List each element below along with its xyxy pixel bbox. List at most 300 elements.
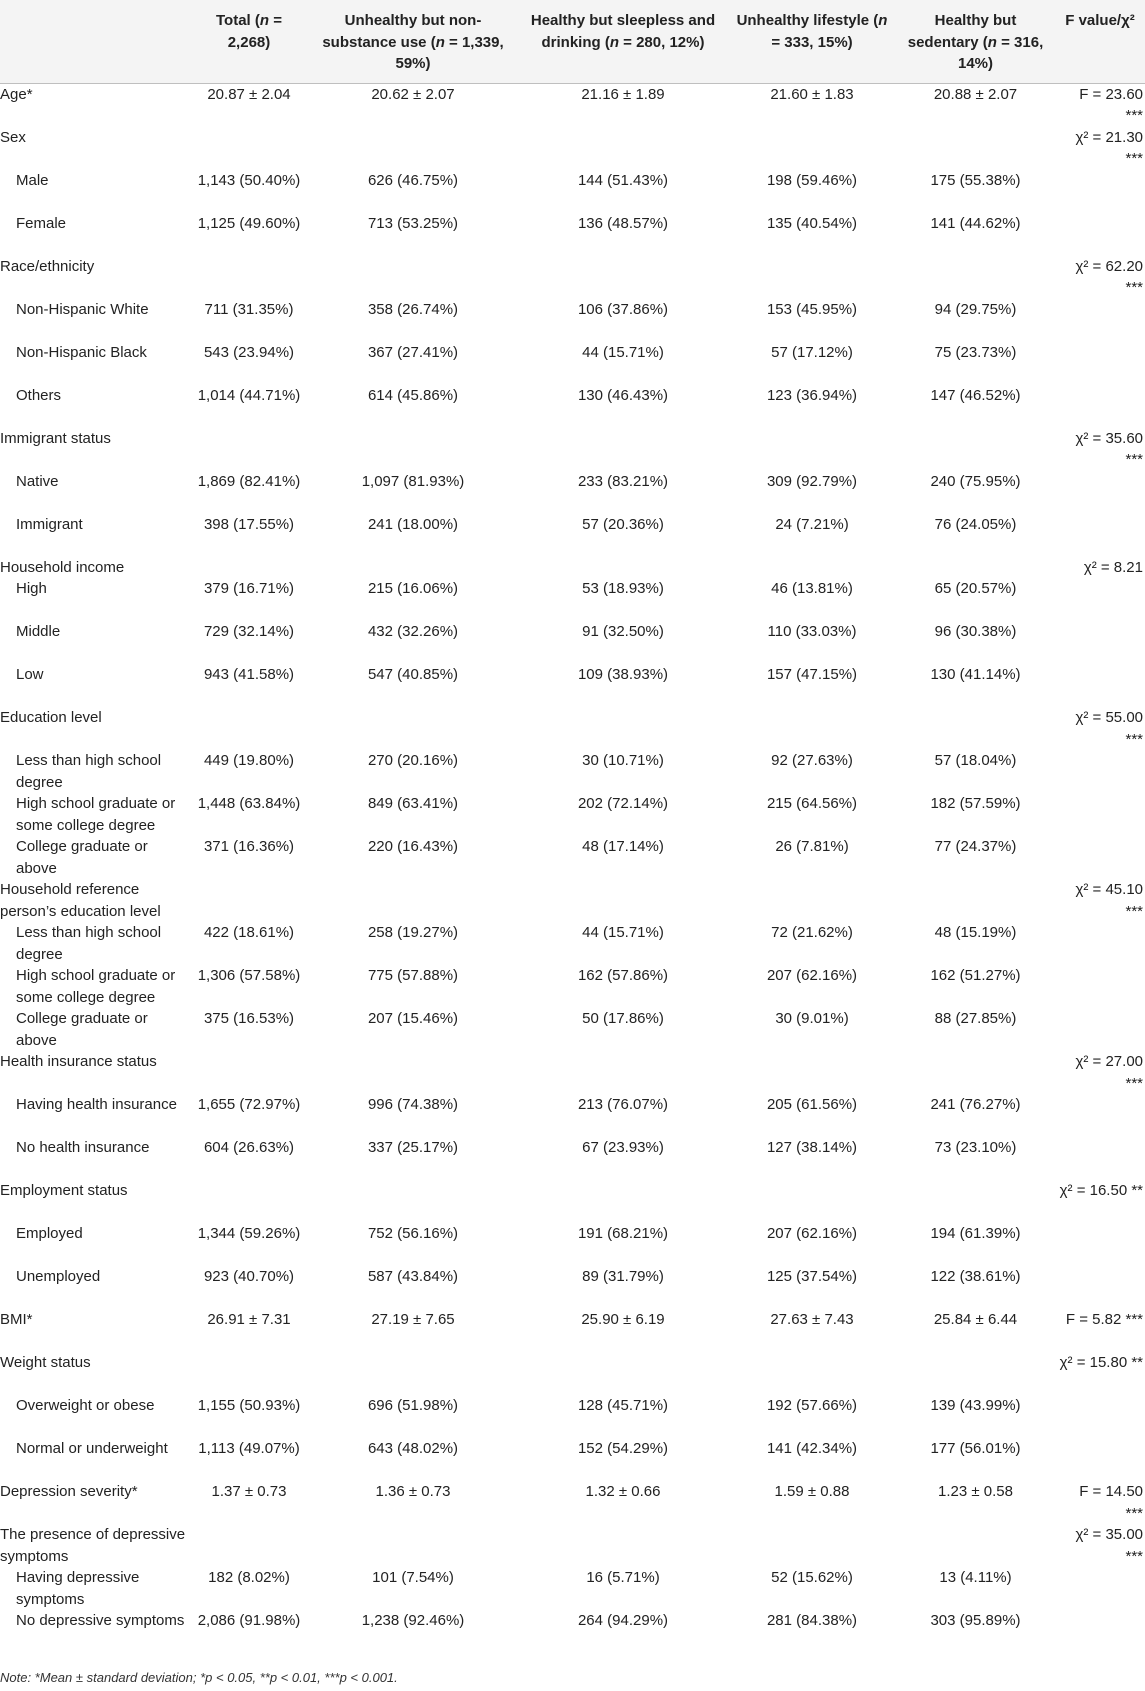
cell-total: 543 (23.94%) <box>203 343 295 361</box>
cell-healthy-sedentary: 122 (38.61%) <box>930 1268 1021 1285</box>
cell-unhealthy-non-substance: 432 (32.26%) <box>367 623 459 640</box>
cell-total: 923 (40.70%) <box>203 1268 295 1285</box>
cell-total <box>190 1180 308 1223</box>
table-row <box>0 1137 1145 1180</box>
cell-healthy-sedentary <box>896 1352 1055 1395</box>
table-note: Note: *Mean ± standard deviation; *p < 0.05, **p < 0.01, ***p < 0.001. <box>0 1670 398 1685</box>
cell-healthy-sleepless-drinking: 144 (51.43%) <box>577 171 669 189</box>
cell-statistic <box>1055 578 1145 621</box>
cell-total: 711 (31.35%) <box>204 300 294 318</box>
cell-statistic <box>1055 385 1145 428</box>
row-label: Health insurance status <box>0 1053 157 1070</box>
cell-healthy-sedentary: 20.88 ± 2.07 <box>933 85 1018 103</box>
cell-statistic <box>1055 836 1145 879</box>
cell-healthy-sleepless-drinking: 162 (57.86%) <box>577 967 669 984</box>
table-row <box>0 1223 1145 1266</box>
cell-unhealthy-non-substance: 752 (56.16%) <box>367 1225 459 1242</box>
row-label: Overweight or obese <box>16 1397 155 1414</box>
cell-total: 1,344 (59.26%) <box>197 1225 301 1242</box>
cell-healthy-sedentary <box>896 557 1055 579</box>
table-row <box>0 664 1145 707</box>
row-label: Non-Hispanic Black <box>16 343 147 361</box>
cell-unhealthy-non-substance: 626 (46.75%) <box>367 171 459 189</box>
table-row <box>0 1051 1145 1094</box>
cell-statistic: χ² = 15.80 ** <box>1059 1354 1143 1371</box>
row-label: Having depressive symptoms <box>16 1569 140 1608</box>
cell-healthy-sleepless-drinking: 67 (23.93%) <box>582 1139 664 1156</box>
cell-healthy-sleepless-drinking <box>518 707 728 750</box>
table-row <box>0 1438 1145 1481</box>
cell-healthy-sedentary: 141 (44.62%) <box>930 214 1021 232</box>
cell-healthy-sleepless-drinking: 53 (18.93%) <box>582 580 664 597</box>
cell-total: 1,655 (72.97%) <box>197 1096 301 1113</box>
cell-unhealthy-non-substance: 337 (25.17%) <box>367 1139 459 1156</box>
table-row <box>0 836 1145 879</box>
cell-healthy-sleepless-drinking: 213 (76.07%) <box>577 1096 669 1113</box>
table-body <box>0 83 1145 1653</box>
cell-unhealthy-non-substance: 215 (16.06%) <box>367 580 459 597</box>
cell-healthy-sleepless-drinking: 21.16 ± 1.89 <box>581 85 665 103</box>
cell-healthy-sleepless-drinking: 106 (37.86%) <box>577 300 669 318</box>
cell-unhealthy-lifestyle: 1.59 ± 0.88 <box>774 1483 850 1500</box>
cell-unhealthy-lifestyle: 24 (7.21%) <box>775 515 849 533</box>
cell-healthy-sedentary <box>896 1524 1055 1567</box>
cell-healthy-sedentary: 96 (30.38%) <box>934 623 1017 640</box>
table-row <box>0 1567 1145 1610</box>
table-row <box>0 83 1145 127</box>
cell-unhealthy-lifestyle <box>728 127 896 170</box>
cell-statistic: χ² = 62.20 *** <box>1075 257 1143 296</box>
cell-unhealthy-lifestyle: 127 (38.14%) <box>766 1139 858 1156</box>
cell-total: 943 (41.58%) <box>203 666 295 683</box>
cell-healthy-sleepless-drinking <box>518 1051 728 1094</box>
row-label: Male <box>16 171 49 189</box>
table-row <box>0 1352 1145 1395</box>
header-variable <box>0 0 190 83</box>
cell-healthy-sleepless-drinking <box>518 879 728 922</box>
cell-healthy-sedentary: 76 (24.05%) <box>934 515 1017 533</box>
row-label: College graduate or above <box>16 1010 148 1049</box>
cell-unhealthy-non-substance <box>308 428 518 471</box>
row-label: Middle <box>16 623 61 640</box>
cell-unhealthy-non-substance <box>308 1180 518 1223</box>
cell-unhealthy-non-substance: 849 (63.41%) <box>367 795 459 812</box>
row-label: Education level <box>0 709 102 726</box>
row-label: Household reference person’s education level <box>0 881 161 920</box>
cell-unhealthy-non-substance <box>308 707 518 750</box>
cell-healthy-sedentary: 177 (56.01%) <box>930 1440 1021 1457</box>
cell-healthy-sleepless-drinking <box>518 428 728 471</box>
table-row <box>0 1094 1145 1137</box>
table-row <box>0 1309 1145 1352</box>
cell-total <box>190 428 308 471</box>
cell-total: 1,306 (57.58%) <box>197 967 301 984</box>
cell-statistic: χ² = 35.60 *** <box>1075 429 1143 468</box>
cell-healthy-sleepless-drinking: 202 (72.14%) <box>577 795 669 812</box>
cell-healthy-sedentary: 240 (75.95%) <box>930 472 1021 490</box>
cell-total: 1,448 (63.84%) <box>197 795 301 812</box>
cell-total: 1.37 ± 0.73 <box>211 1483 287 1500</box>
cell-total <box>190 127 308 170</box>
cell-unhealthy-non-substance <box>308 1051 518 1094</box>
cell-total: 379 (16.71%) <box>203 580 295 597</box>
cell-healthy-sleepless-drinking: 264 (94.29%) <box>577 1612 669 1629</box>
cell-total: 2,086 (91.98%) <box>197 1612 301 1629</box>
table-row <box>0 514 1145 557</box>
cell-total: 604 (26.63%) <box>203 1139 295 1156</box>
cell-unhealthy-lifestyle <box>728 879 896 922</box>
header-total: Total (n = 2,268) <box>190 0 308 83</box>
cell-healthy-sleepless-drinking <box>518 1524 728 1567</box>
cell-statistic <box>1055 621 1145 664</box>
cell-total <box>190 256 308 299</box>
cell-statistic: χ² = 45.10 *** <box>1075 881 1143 920</box>
cell-total: 1,113 (49.07%) <box>198 1440 300 1457</box>
header-unhealthy-lifestyle: Unhealthy lifestyle (n = 333, 15%) <box>728 0 896 83</box>
cell-statistic <box>1055 1094 1145 1137</box>
cell-healthy-sedentary: 241 (76.27%) <box>930 1096 1021 1113</box>
cell-unhealthy-lifestyle: 157 (47.15%) <box>766 666 858 683</box>
row-label: High school graduate or some college degree <box>16 967 176 1006</box>
row-label: BMI* <box>0 1311 33 1328</box>
cell-healthy-sleepless-drinking: 25.90 ± 6.19 <box>581 1311 665 1328</box>
cell-statistic <box>1055 1438 1145 1481</box>
cell-healthy-sleepless-drinking: 16 (5.71%) <box>586 1569 660 1586</box>
row-label: Weight status <box>0 1354 91 1371</box>
cell-healthy-sleepless-drinking: 128 (45.71%) <box>577 1397 669 1414</box>
cell-healthy-sedentary <box>896 256 1055 299</box>
table-row <box>0 299 1145 342</box>
cell-unhealthy-lifestyle <box>728 1524 896 1567</box>
table-row <box>0 922 1145 965</box>
cell-statistic: χ² = 8.21 <box>1083 558 1143 576</box>
row-label: Depression severity* <box>0 1483 138 1500</box>
table-row <box>0 256 1145 299</box>
cell-healthy-sedentary: 1.23 ± 0.58 <box>938 1483 1013 1500</box>
cell-statistic <box>1055 1008 1145 1051</box>
row-label: Having health insurance <box>16 1096 177 1113</box>
cell-healthy-sedentary <box>896 1051 1055 1094</box>
cell-total: 729 (32.14%) <box>203 623 295 640</box>
cell-total: 26.91 ± 7.31 <box>207 1311 291 1328</box>
cell-statistic <box>1055 1266 1145 1309</box>
row-label: Female <box>16 214 67 232</box>
cell-total: 20.87 ± 2.04 <box>207 85 291 103</box>
cell-unhealthy-non-substance: 1.36 ± 0.73 <box>375 1483 451 1500</box>
cell-total <box>190 879 308 922</box>
cell-total <box>190 557 308 579</box>
cell-unhealthy-lifestyle <box>728 1051 896 1094</box>
cell-total: 398 (17.55%) <box>203 515 295 533</box>
cell-statistic: χ² = 55.00 *** <box>1075 709 1143 748</box>
cell-unhealthy-lifestyle: 52 (15.62%) <box>771 1569 853 1586</box>
cell-total <box>190 1524 308 1567</box>
cell-healthy-sedentary: 57 (18.04%) <box>934 752 1017 769</box>
cell-unhealthy-lifestyle: 215 (64.56%) <box>766 795 858 812</box>
row-label: Unemployed <box>16 1268 101 1285</box>
table-row <box>0 1180 1145 1223</box>
table-row <box>0 127 1145 170</box>
cell-unhealthy-non-substance: 207 (15.46%) <box>367 1010 459 1027</box>
cell-unhealthy-non-substance: 713 (53.25%) <box>367 214 459 232</box>
cell-unhealthy-lifestyle: 27.63 ± 7.43 <box>770 1311 854 1328</box>
cell-healthy-sedentary: 25.84 ± 6.44 <box>933 1311 1018 1328</box>
cell-healthy-sleepless-drinking: 191 (68.21%) <box>577 1225 669 1242</box>
header-unhealthy-non-substance: Unhealthy but non-substance use (n = 1,339, 59%) <box>308 0 518 83</box>
cell-healthy-sedentary: 130 (41.14%) <box>930 666 1021 683</box>
cell-unhealthy-lifestyle <box>728 428 896 471</box>
row-label: Normal or underweight <box>16 1440 168 1457</box>
cell-total: 1,869 (82.41%) <box>197 472 301 490</box>
cell-unhealthy-lifestyle: 123 (36.94%) <box>766 386 858 404</box>
cell-total: 1,014 (44.71%) <box>197 386 301 404</box>
cell-healthy-sedentary <box>896 428 1055 471</box>
cell-statistic <box>1055 1567 1145 1610</box>
cell-unhealthy-lifestyle: 72 (21.62%) <box>771 924 853 941</box>
cell-healthy-sleepless-drinking: 136 (48.57%) <box>577 214 669 232</box>
cell-unhealthy-lifestyle: 125 (37.54%) <box>766 1268 858 1285</box>
row-label: Non-Hispanic White <box>16 300 149 318</box>
table-row <box>0 707 1145 750</box>
cell-unhealthy-non-substance <box>308 1352 518 1395</box>
cell-healthy-sedentary: 75 (23.73%) <box>934 343 1017 361</box>
cell-unhealthy-non-substance: 241 (18.00%) <box>367 515 459 533</box>
cell-healthy-sedentary: 94 (29.75%) <box>934 300 1017 318</box>
cell-statistic <box>1055 342 1145 385</box>
table-row <box>0 750 1145 793</box>
table-row <box>0 1266 1145 1309</box>
cell-statistic: χ² = 21.30 *** <box>1075 128 1143 167</box>
cell-statistic <box>1055 922 1145 965</box>
cell-healthy-sleepless-drinking: 91 (32.50%) <box>582 623 664 640</box>
cell-unhealthy-non-substance: 27.19 ± 7.65 <box>371 1311 455 1328</box>
cell-unhealthy-non-substance: 696 (51.98%) <box>367 1397 459 1414</box>
cell-healthy-sleepless-drinking: 233 (83.21%) <box>577 472 669 490</box>
cell-healthy-sleepless-drinking: 1.32 ± 0.66 <box>585 1483 661 1500</box>
cell-unhealthy-lifestyle: 110 (33.03%) <box>767 623 857 640</box>
row-label: Low <box>16 666 44 683</box>
cell-unhealthy-lifestyle: 141 (42.34%) <box>766 1440 858 1457</box>
cell-healthy-sedentary: 162 (51.27%) <box>930 967 1021 984</box>
cell-statistic <box>1055 471 1145 514</box>
cell-total: 1,155 (50.93%) <box>197 1397 301 1414</box>
cell-total: 1,143 (50.40%) <box>197 171 301 189</box>
cell-unhealthy-non-substance <box>308 557 518 579</box>
cell-unhealthy-lifestyle: 135 (40.54%) <box>766 214 858 232</box>
cell-unhealthy-non-substance: 775 (57.88%) <box>367 967 459 984</box>
row-label: No health insurance <box>16 1139 150 1156</box>
cell-unhealthy-lifestyle <box>728 1180 896 1223</box>
cell-healthy-sleepless-drinking: 44 (15.71%) <box>582 343 664 361</box>
cell-unhealthy-non-substance: 1,097 (81.93%) <box>361 472 465 490</box>
cell-unhealthy-lifestyle: 309 (92.79%) <box>766 472 858 490</box>
cell-unhealthy-non-substance: 220 (16.43%) <box>367 838 459 855</box>
table-row <box>0 213 1145 256</box>
cell-healthy-sleepless-drinking <box>518 557 728 579</box>
cell-statistic <box>1055 170 1145 213</box>
row-label: Native <box>16 472 59 490</box>
row-label: Less than high school degree <box>16 752 162 791</box>
table-row <box>0 1008 1145 1051</box>
cell-statistic <box>1055 213 1145 256</box>
cell-statistic <box>1055 514 1145 557</box>
table-row <box>0 428 1145 471</box>
row-label: College graduate or above <box>16 838 148 877</box>
cell-unhealthy-non-substance: 367 (27.41%) <box>367 343 459 361</box>
row-label: Age* <box>0 85 33 103</box>
table-row <box>0 342 1145 385</box>
cell-healthy-sedentary: 65 (20.57%) <box>934 580 1017 597</box>
row-label: Household income <box>0 558 125 576</box>
table-header <box>0 0 1145 83</box>
cell-unhealthy-non-substance: 547 (40.85%) <box>367 666 459 683</box>
cell-total <box>190 1051 308 1094</box>
table-row <box>0 1395 1145 1438</box>
cell-statistic <box>1055 299 1145 342</box>
table-row <box>0 879 1145 922</box>
cell-unhealthy-lifestyle: 92 (27.63%) <box>771 752 853 769</box>
cell-unhealthy-non-substance: 1,238 (92.46%) <box>361 1612 465 1629</box>
cell-healthy-sleepless-drinking <box>518 256 728 299</box>
cell-unhealthy-lifestyle <box>728 1352 896 1395</box>
cell-healthy-sedentary: 139 (43.99%) <box>930 1397 1021 1414</box>
cell-unhealthy-lifestyle: 205 (61.56%) <box>766 1096 858 1113</box>
cell-unhealthy-lifestyle: 57 (17.12%) <box>771 343 853 361</box>
cell-unhealthy-lifestyle: 198 (59.46%) <box>766 171 858 189</box>
row-label: Immigrant <box>16 515 83 533</box>
row-label: No depressive symptoms <box>16 1612 185 1629</box>
table-row <box>0 965 1145 1008</box>
cell-unhealthy-non-substance: 643 (48.02%) <box>367 1440 459 1457</box>
cell-healthy-sedentary: 48 (15.19%) <box>934 924 1017 941</box>
cell-unhealthy-non-substance <box>308 879 518 922</box>
cell-unhealthy-lifestyle: 192 (57.66%) <box>766 1397 858 1414</box>
cell-statistic: χ² = 27.00 *** <box>1075 1053 1143 1092</box>
cell-unhealthy-non-substance: 20.62 ± 2.07 <box>371 85 455 103</box>
row-label: Race/ethnicity <box>0 257 95 275</box>
cell-unhealthy-lifestyle: 281 (84.38%) <box>766 1612 858 1629</box>
cell-unhealthy-non-substance <box>308 127 518 170</box>
cell-statistic: F = 14.50 *** <box>1079 1483 1143 1522</box>
cell-healthy-sedentary: 73 (23.10%) <box>934 1139 1017 1156</box>
cell-healthy-sleepless-drinking: 30 (10.71%) <box>582 752 664 769</box>
cell-total: 449 (19.80%) <box>203 752 295 769</box>
cell-total: 1,125 (49.60%) <box>197 214 301 232</box>
row-label: Sex <box>0 128 26 146</box>
cell-healthy-sedentary: 88 (27.85%) <box>934 1010 1017 1027</box>
cell-healthy-sedentary: 77 (24.37%) <box>934 838 1017 855</box>
table-row <box>0 1481 1145 1524</box>
cell-unhealthy-lifestyle: 153 (45.95%) <box>766 300 858 318</box>
cell-unhealthy-lifestyle <box>728 256 896 299</box>
table-row <box>0 578 1145 621</box>
cell-unhealthy-non-substance <box>308 256 518 299</box>
cell-total: 371 (16.36%) <box>203 838 295 855</box>
table-row <box>0 385 1145 428</box>
cell-healthy-sleepless-drinking: 57 (20.36%) <box>582 515 664 533</box>
row-label: High <box>16 580 47 597</box>
cell-statistic <box>1055 793 1145 836</box>
cell-statistic: χ² = 16.50 ** <box>1059 1182 1143 1199</box>
cell-healthy-sedentary <box>896 127 1055 170</box>
table-row <box>0 170 1145 213</box>
cell-total <box>190 707 308 750</box>
cell-statistic <box>1055 965 1145 1008</box>
table-row <box>0 793 1145 836</box>
cell-statistic <box>1055 1223 1145 1266</box>
header-healthy-sedentary: Healthy but sedentary (n = 316, 14%) <box>896 0 1055 83</box>
table-row <box>0 557 1145 579</box>
cell-statistic <box>1055 1610 1145 1653</box>
cell-healthy-sedentary: 194 (61.39%) <box>930 1225 1021 1242</box>
cell-total: 182 (8.02%) <box>208 1569 290 1586</box>
cell-unhealthy-lifestyle: 26 (7.81%) <box>775 838 849 855</box>
cell-unhealthy-lifestyle <box>728 557 896 579</box>
row-label: High school graduate or some college degree <box>16 795 176 834</box>
table-row <box>0 1524 1145 1567</box>
cell-healthy-sedentary <box>896 879 1055 922</box>
cell-healthy-sleepless-drinking: 152 (54.29%) <box>577 1440 669 1457</box>
cell-unhealthy-lifestyle: 21.60 ± 1.83 <box>770 85 854 103</box>
row-label: Employed <box>16 1225 83 1242</box>
cell-unhealthy-non-substance: 258 (19.27%) <box>367 924 459 941</box>
cell-unhealthy-lifestyle: 30 (9.01%) <box>775 1010 849 1027</box>
cell-statistic: χ² = 35.00 *** <box>1075 1526 1143 1565</box>
cell-healthy-sleepless-drinking: 130 (46.43%) <box>577 386 669 404</box>
cell-healthy-sedentary: 182 (57.59%) <box>930 795 1021 812</box>
cell-healthy-sedentary: 147 (46.52%) <box>930 386 1021 404</box>
header-healthy-sleepless-drinking: Healthy but sleepless and drinking (n = 280, 12%) <box>518 0 728 83</box>
cell-healthy-sleepless-drinking: 89 (31.79%) <box>582 1268 664 1285</box>
cell-statistic <box>1055 1395 1145 1438</box>
cell-statistic <box>1055 1137 1145 1180</box>
row-label: Less than high school degree <box>16 924 162 963</box>
cell-total: 375 (16.53%) <box>203 1010 295 1027</box>
cell-unhealthy-non-substance: 587 (43.84%) <box>367 1268 459 1285</box>
header-statistic: F value/χ² <box>1055 0 1145 83</box>
cell-unhealthy-lifestyle: 46 (13.81%) <box>771 580 853 597</box>
cell-healthy-sleepless-drinking <box>518 127 728 170</box>
cell-unhealthy-non-substance: 996 (74.38%) <box>367 1096 459 1113</box>
cell-unhealthy-non-substance: 270 (20.16%) <box>367 752 459 769</box>
cell-healthy-sleepless-drinking: 109 (38.93%) <box>577 666 669 683</box>
cell-healthy-sleepless-drinking <box>518 1352 728 1395</box>
cell-unhealthy-non-substance <box>308 1524 518 1567</box>
cell-unhealthy-lifestyle: 207 (62.16%) <box>766 967 858 984</box>
cell-healthy-sleepless-drinking: 44 (15.71%) <box>582 924 664 941</box>
cell-unhealthy-non-substance: 101 (7.54%) <box>372 1569 454 1586</box>
cell-healthy-sedentary: 175 (55.38%) <box>930 171 1021 189</box>
cell-healthy-sleepless-drinking: 50 (17.86%) <box>582 1010 664 1027</box>
row-label: Employment status <box>0 1182 128 1199</box>
cell-healthy-sedentary: 303 (95.89%) <box>930 1612 1021 1629</box>
cell-statistic <box>1055 750 1145 793</box>
cell-healthy-sleepless-drinking: 48 (17.14%) <box>582 838 664 855</box>
row-label: Immigrant status <box>0 429 111 447</box>
cell-statistic <box>1055 664 1145 707</box>
cell-healthy-sedentary <box>896 707 1055 750</box>
cell-unhealthy-non-substance: 614 (45.86%) <box>367 386 459 404</box>
cell-total <box>190 1352 308 1395</box>
cell-unhealthy-non-substance: 358 (26.74%) <box>367 300 459 318</box>
row-label: Others <box>16 386 62 404</box>
table-row <box>0 471 1145 514</box>
cell-healthy-sleepless-drinking <box>518 1180 728 1223</box>
cell-unhealthy-lifestyle <box>728 707 896 750</box>
table-row <box>0 1610 1145 1653</box>
cell-statistic: F = 23.60 *** <box>1079 85 1143 124</box>
cell-total: 422 (18.61%) <box>203 924 295 941</box>
